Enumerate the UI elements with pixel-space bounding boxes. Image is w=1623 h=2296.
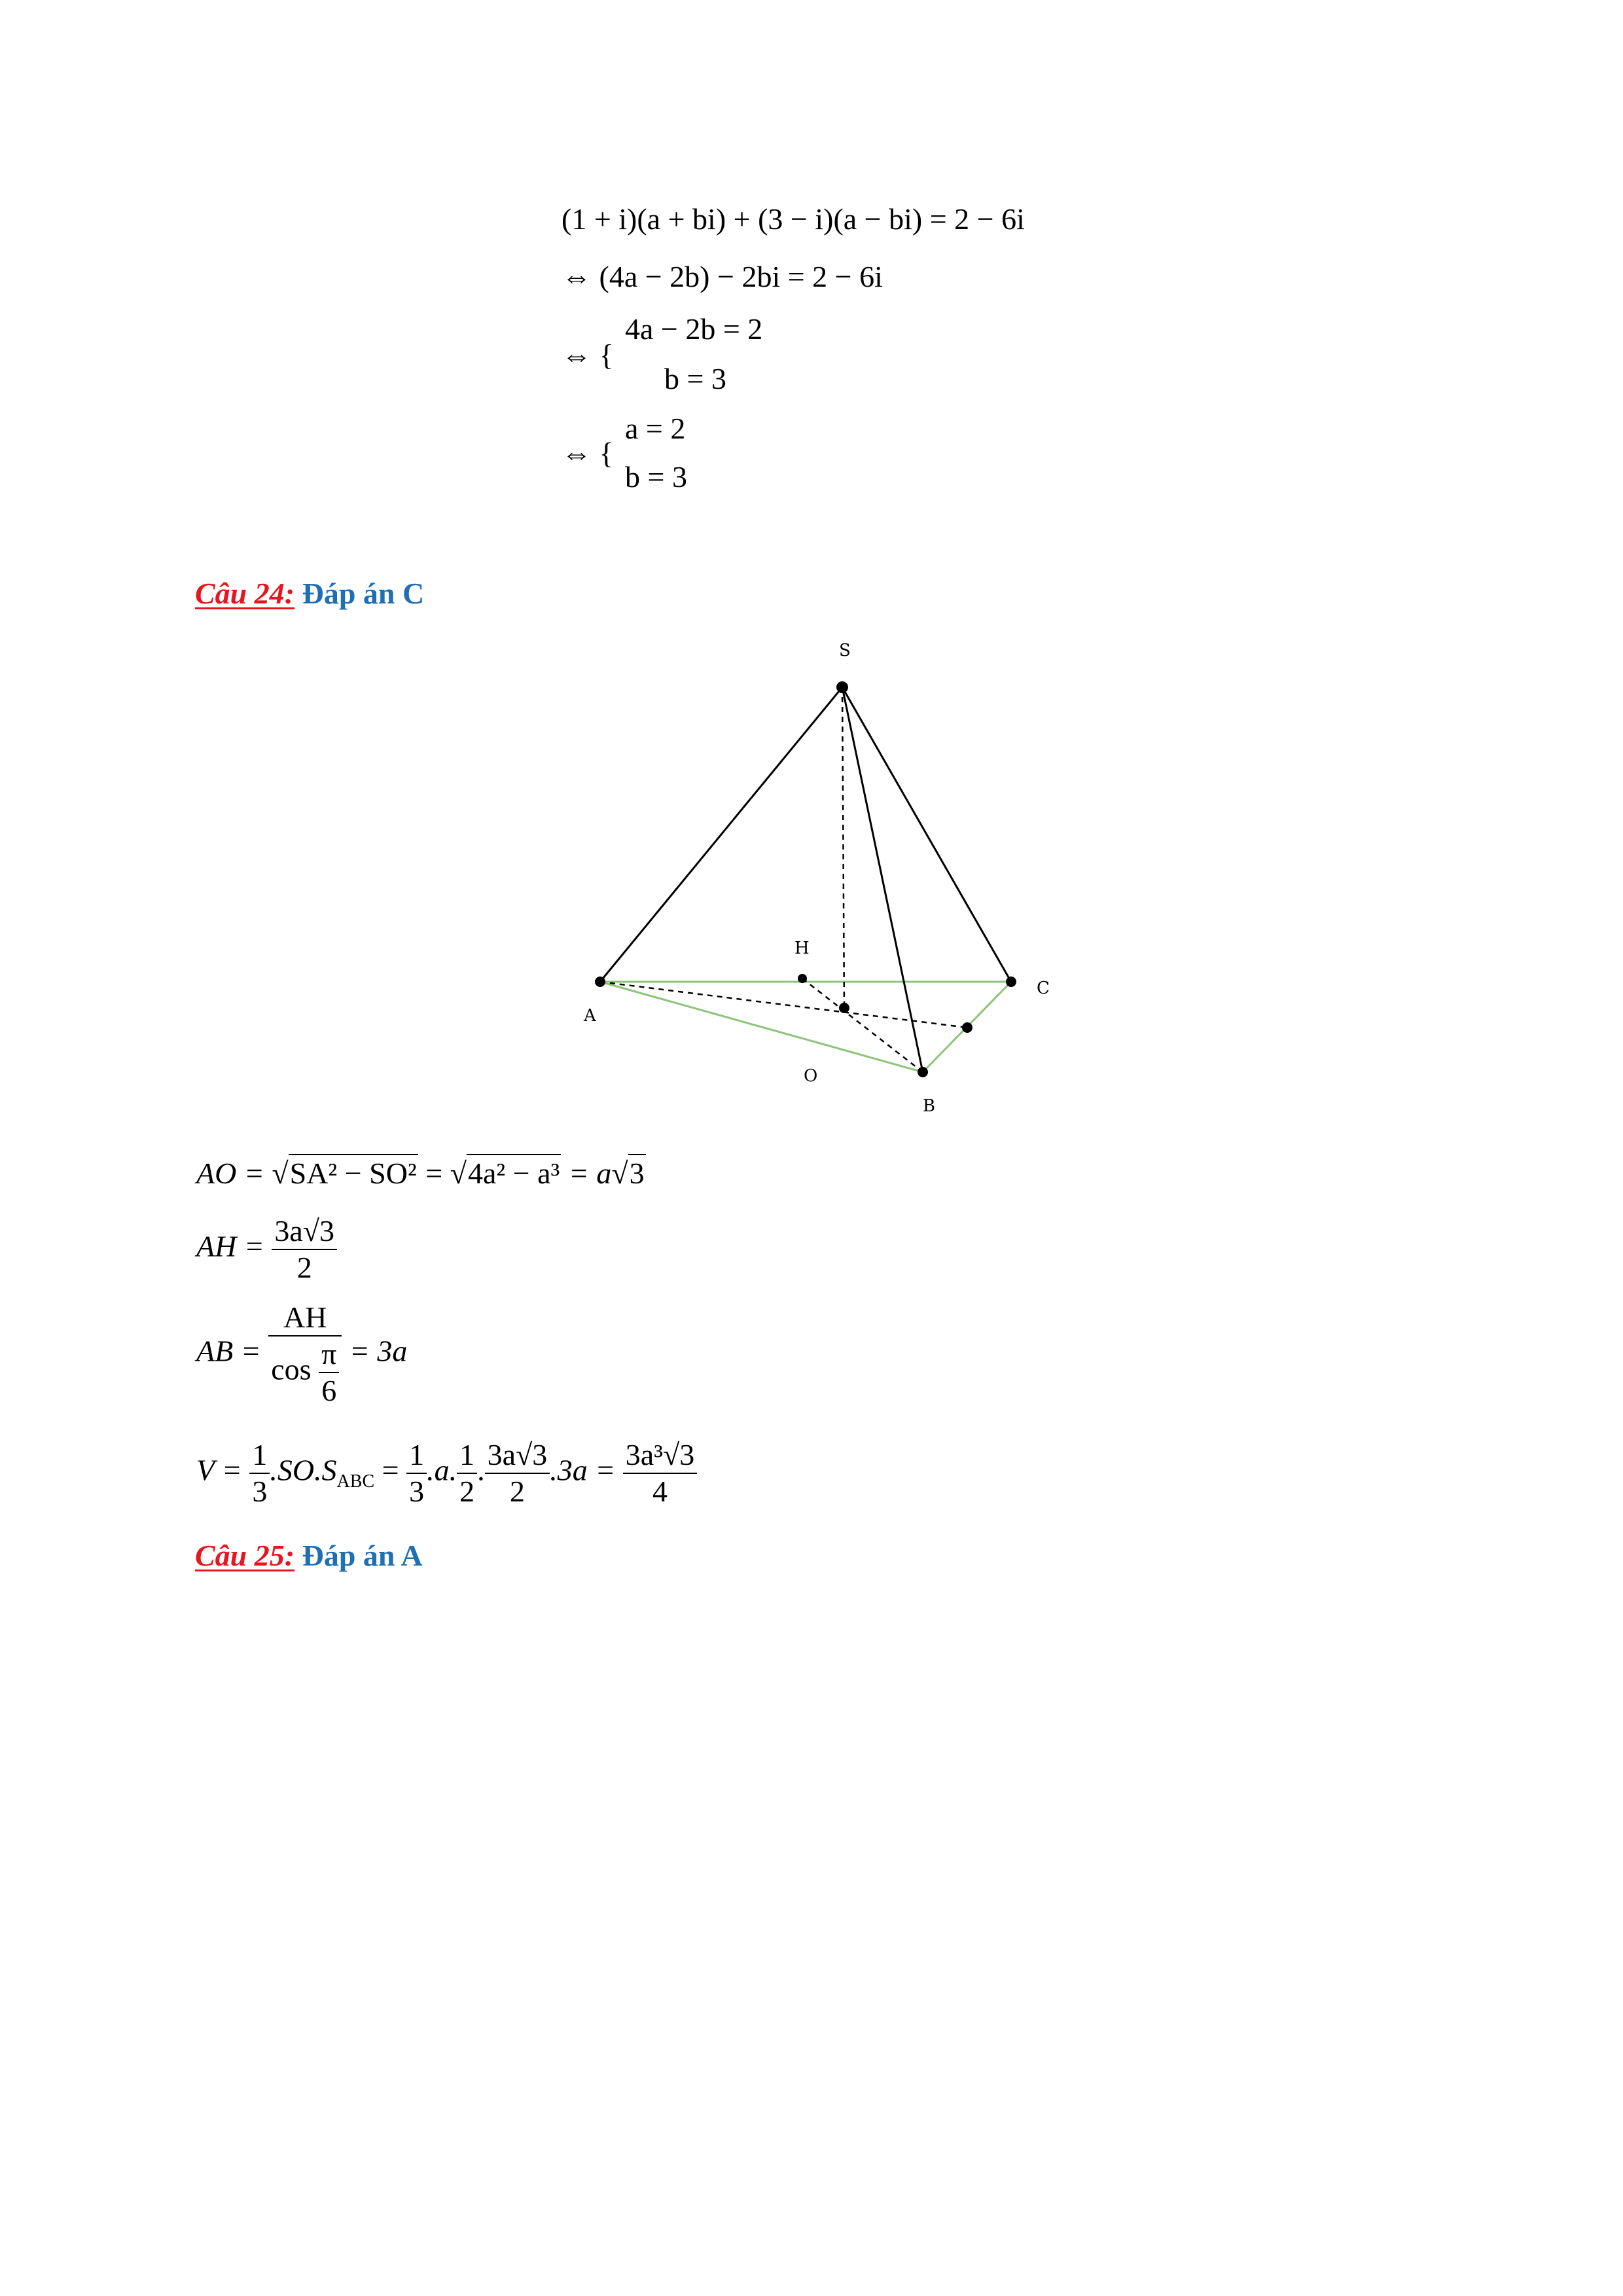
q23-line-4-eq2: b = 3 <box>625 460 687 493</box>
eq-ab-den-pi-6 <box>319 1339 339 1406</box>
eq-v-frac4 <box>485 1440 550 1507</box>
q25-answer: Đáp án A <box>302 1539 423 1572</box>
eq-ab-fraction <box>268 1302 342 1406</box>
label-S: S <box>839 641 851 660</box>
eq-ab <box>196 1302 407 1406</box>
point-O <box>839 1003 849 1013</box>
eq-v <box>196 1440 697 1507</box>
eq-v-f1-num: 1 <box>249 1440 270 1474</box>
eq-ab-rhs: = 3a <box>349 1334 408 1368</box>
label-B: B <box>923 1096 936 1116</box>
q23-line-3-eq2: b = 3 <box>664 362 726 395</box>
point-M <box>962 1022 972 1033</box>
eq-v-t2: = <box>382 1453 399 1487</box>
q23-line-1: (1 + i)(a + bi) + (3 − i)(a − bi) = 2 − 6i <box>562 202 1025 236</box>
point-A <box>595 977 605 987</box>
eq-ah-lhs: AH = <box>196 1229 264 1263</box>
edge-SC <box>842 687 1011 982</box>
eq-ao-mid: = <box>425 1157 443 1190</box>
eq-v-t5: .3a = <box>550 1453 616 1487</box>
eq-ao-rad1: SA² − SO² <box>289 1154 418 1190</box>
eq-ab-den <box>268 1336 342 1406</box>
eq-v-frac3 <box>457 1440 477 1507</box>
eq-ab-lhs: AB = <box>196 1334 261 1368</box>
eq-ab-num: AH <box>268 1302 342 1336</box>
eq-v-f2-den: 3 <box>409 1475 425 1508</box>
eq-v-t3: .a. <box>427 1453 457 1487</box>
q25-heading <box>195 1538 423 1573</box>
median-A <box>600 982 967 1028</box>
eq-v-frac1 <box>249 1440 270 1507</box>
point-S <box>836 681 848 693</box>
eq-v-f4-den: 2 <box>509 1475 525 1508</box>
point-C <box>1006 977 1016 987</box>
edge-SB <box>842 687 923 1072</box>
edge-AB <box>600 982 923 1072</box>
q23-line-4-symbol: ⇔ { <box>562 437 614 470</box>
eq-ao-rhs-rad: 3 <box>628 1154 646 1190</box>
eq-ah <box>196 1216 337 1283</box>
q23-line-3-symbol: ⇔ { <box>562 338 614 372</box>
q24-answer: Đáp án C <box>302 577 425 610</box>
eq-v-f5-den: 4 <box>652 1475 668 1508</box>
label-H: H <box>794 939 810 958</box>
q23-line-2: ⇔ (4a − 2b) − 2bi = 2 − 6i <box>562 260 883 293</box>
eq-v-f2-num: 1 <box>406 1440 427 1474</box>
eq-v-t4: . <box>477 1453 485 1487</box>
point-B <box>918 1067 928 1077</box>
eq-v-lhs: V = <box>196 1453 242 1487</box>
eq-v-t1: .SO.S <box>270 1453 337 1487</box>
point-H <box>798 974 807 983</box>
eq-ao: AO = √SA² − SO² = √4a² − a³ = a√3 <box>196 1158 646 1189</box>
height-SO <box>842 687 844 1008</box>
eq-v-frac2 <box>406 1440 427 1507</box>
eq-ab-den-pi: π <box>319 1339 339 1373</box>
eq-v-f4-num: 3a√3 <box>485 1440 550 1474</box>
label-A: A <box>584 1006 596 1026</box>
eq-v-f3-den: 2 <box>459 1475 475 1508</box>
eq-ao-lhs: AO = <box>196 1157 264 1190</box>
median-B <box>802 978 923 1072</box>
q24-label: Câu 24: <box>195 577 295 610</box>
eq-ab-den-cos: cos <box>271 1352 312 1386</box>
q25-label: Câu 25: <box>195 1539 295 1572</box>
q23-line-3-eq1: 4a − 2b = 2 <box>625 312 763 346</box>
eq-ah-num: 3a√3 <box>272 1216 337 1250</box>
eq-ah-den: 2 <box>296 1251 312 1284</box>
eq-ab-den-6: 6 <box>321 1374 337 1407</box>
eq-ao-rad2: 4a² − a³ <box>467 1154 561 1190</box>
eq-v-sub: ABC <box>336 1471 375 1492</box>
eq-v-f3-num: 1 <box>457 1440 477 1474</box>
label-O: O <box>804 1066 818 1086</box>
eq-v-f5-num: 3a³√3 <box>623 1440 697 1474</box>
q23-line-4-eq1: a = 2 <box>625 412 686 445</box>
edge-SA <box>600 687 842 982</box>
eq-v-frac5 <box>623 1440 697 1507</box>
label-C: C <box>1037 978 1050 998</box>
eq-ah-fraction <box>272 1216 337 1283</box>
eq-ao-rhs: = a <box>568 1157 612 1190</box>
eq-v-f1-den: 3 <box>252 1475 268 1508</box>
